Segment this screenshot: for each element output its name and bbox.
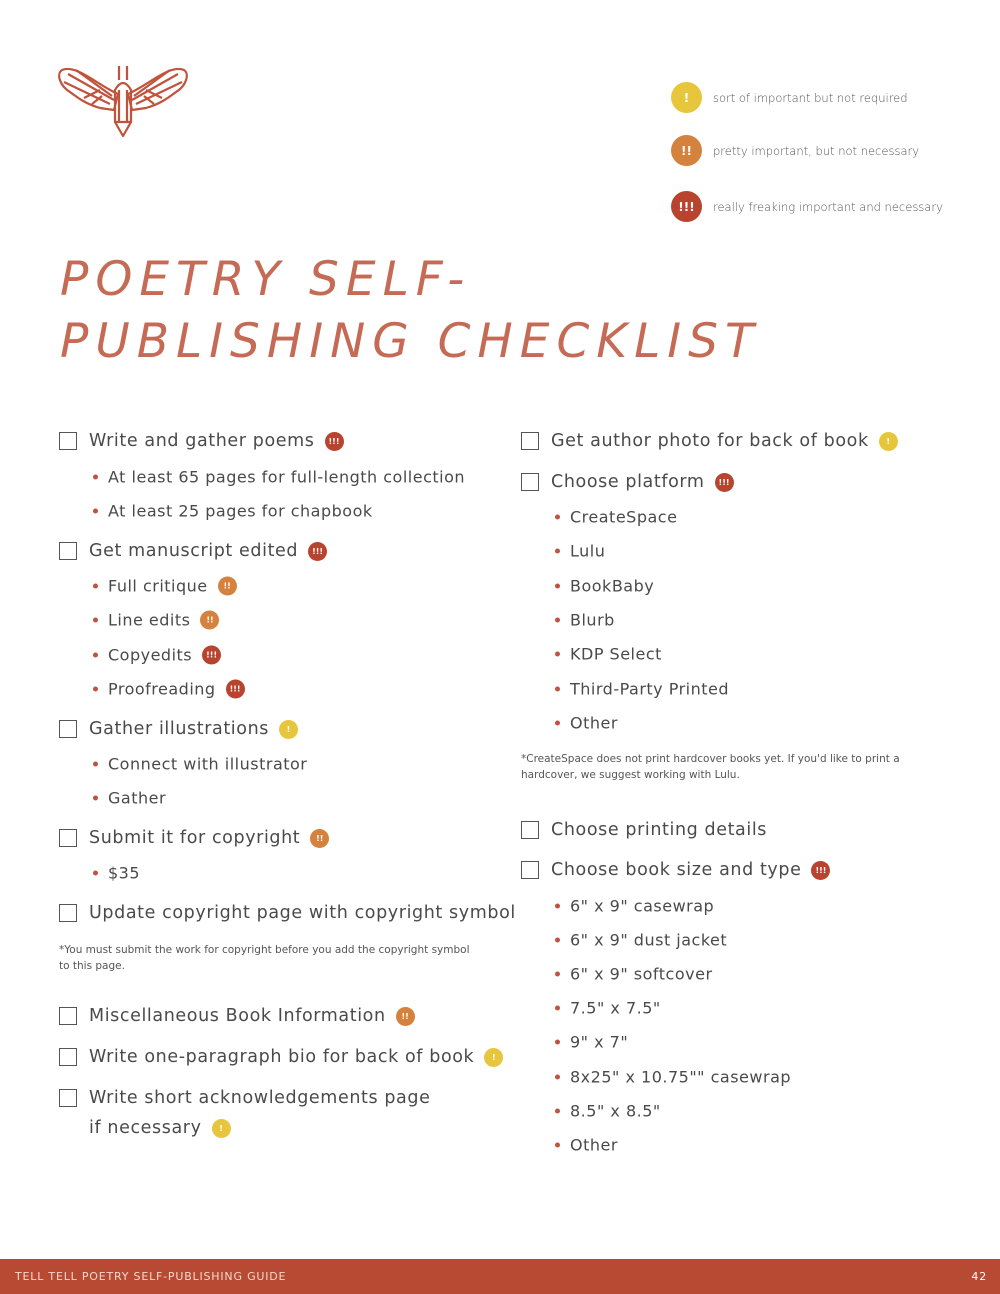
- item-text: Gather illustrations: [89, 719, 269, 739]
- item-text: Lulu: [570, 541, 606, 561]
- checklist-item[interactable]: [59, 1047, 503, 1067]
- priority-red-icon: !!!: [202, 646, 221, 665]
- priority-orange-icon: !!: [671, 135, 702, 166]
- legend-item-orange: [671, 135, 919, 166]
- item-text: Get manuscript edited: [89, 541, 299, 561]
- checkbox[interactable]: [59, 432, 77, 450]
- item-text: Choose book size and type: [551, 860, 802, 880]
- checklist-item[interactable]: [521, 860, 830, 880]
- priority-orange-icon: !!: [200, 611, 219, 630]
- bullet-item: [93, 680, 245, 699]
- checkbox[interactable]: [59, 904, 77, 922]
- item-text: 6" x 9" casewrap: [570, 896, 715, 916]
- bullet-item: [555, 931, 727, 950]
- priority-red-icon: !!!: [308, 542, 327, 561]
- priority-orange-icon: !!: [218, 577, 237, 596]
- priority-yellow-icon: !: [279, 720, 298, 739]
- item-text: 7.5" x 7.5": [570, 998, 661, 1018]
- item-text: 6" x 9" dust jacket: [570, 930, 728, 950]
- priority-red-icon: !!!: [811, 861, 830, 880]
- bullet-item: [555, 611, 615, 630]
- bullet-item: [555, 1033, 628, 1052]
- bullet-item: [555, 645, 662, 664]
- checkbox[interactable]: [59, 829, 77, 847]
- item-text: Update copyright page with copyright symbol: [89, 903, 516, 923]
- bullet-dot-icon: [93, 509, 98, 514]
- priority-yellow-icon: !: [212, 1119, 231, 1138]
- checklist-item[interactable]: [59, 1088, 430, 1108]
- bullet-dot-icon: [555, 652, 560, 657]
- legend-label: really freaking important and necessary: [713, 199, 943, 214]
- bullet-dot-icon: [555, 1109, 560, 1114]
- item-text: Other: [570, 1135, 618, 1155]
- bullet-item: [93, 864, 140, 883]
- checkbox[interactable]: [521, 432, 539, 450]
- page-number: 42: [971, 1270, 987, 1283]
- bullet-dot-icon: [555, 549, 560, 554]
- checklist-item[interactable]: [59, 828, 329, 848]
- item-text: 8x25" x 10.75"" casewrap: [570, 1067, 792, 1087]
- checklist-item-continuation: [89, 1118, 231, 1138]
- item-text: Other: [570, 713, 618, 733]
- bullet-dot-icon: [93, 653, 98, 658]
- item-text: 8.5" x 8.5": [570, 1101, 661, 1121]
- item-text: Connect with illustrator: [108, 754, 308, 774]
- bullet-dot-icon: [555, 1143, 560, 1148]
- bullet-item: [555, 1102, 661, 1121]
- checkbox[interactable]: [59, 542, 77, 560]
- bullet-item: [555, 508, 677, 527]
- checklist-item[interactable]: [521, 820, 767, 840]
- item-text: KDP Select: [570, 644, 662, 664]
- page-footer: [0, 1259, 1000, 1294]
- priority-yellow-icon: !: [484, 1048, 503, 1067]
- bullet-dot-icon: [555, 1075, 560, 1080]
- checkbox[interactable]: [59, 1048, 77, 1066]
- bullet-dot-icon: [555, 938, 560, 943]
- item-text: Copyedits: [108, 645, 193, 665]
- copyright-note: *You must submit the work for copyright before you add the copyright symbol to this page.: [59, 944, 470, 972]
- bullet-dot-icon: [555, 721, 560, 726]
- bullet-item: [555, 965, 713, 984]
- bullet-item: [93, 789, 166, 808]
- bullet-dot-icon: [555, 584, 560, 589]
- item-text: Gather: [108, 788, 167, 808]
- bullet-item: [93, 646, 221, 665]
- item-text: if necessary: [89, 1118, 202, 1138]
- item-text: Write one-paragraph bio for back of book: [89, 1047, 475, 1067]
- bullet-dot-icon: [555, 618, 560, 623]
- bullet-item: [93, 611, 219, 630]
- legend-item-yellow: [671, 82, 908, 113]
- checkbox[interactable]: [521, 821, 539, 839]
- bullet-item: [555, 680, 729, 699]
- bullet-item: [555, 714, 618, 733]
- priority-yellow-icon: !: [879, 432, 898, 451]
- checklist-item[interactable]: [521, 472, 734, 492]
- checkbox[interactable]: [521, 861, 539, 879]
- item-text: Write and gather poems: [89, 431, 315, 451]
- item-text: 9" x 7": [570, 1032, 629, 1052]
- bullet-item: [93, 502, 373, 521]
- priority-yellow-icon: !: [671, 82, 702, 113]
- item-text: Get author photo for back of book: [551, 431, 869, 451]
- bullet-item: [555, 1068, 791, 1087]
- bullet-dot-icon: [555, 972, 560, 977]
- item-text: $35: [108, 863, 141, 883]
- item-text: CreateSpace: [570, 507, 678, 527]
- bullet-item: [555, 577, 654, 596]
- priority-red-icon: !!!: [671, 191, 702, 222]
- checkbox[interactable]: [59, 1007, 77, 1025]
- item-text: Miscellaneous Book Information: [89, 1006, 386, 1026]
- createspace-note: *CreateSpace does not print hardcover books yet. If you'd like to print a hardcover, we suggest working with Lulu.: [521, 753, 900, 781]
- checkbox[interactable]: [521, 473, 539, 491]
- checklist-item[interactable]: [59, 431, 344, 451]
- legend-item-red: [671, 191, 943, 222]
- bullet-item: [93, 577, 237, 596]
- checklist-item[interactable]: [59, 541, 327, 561]
- item-text: Write short acknowledgements page: [89, 1088, 431, 1108]
- page-title-line-2: PUBLISHING CHECKLIST: [60, 314, 761, 369]
- priority-red-icon: !!!: [715, 473, 734, 492]
- guide-title: TELL TELL POETRY SELF-PUBLISHING GUIDE: [15, 1270, 287, 1283]
- item-text: Choose printing details: [551, 820, 768, 840]
- checkbox[interactable]: [59, 720, 77, 738]
- item-text: At least 65 pages for full-length collection: [108, 467, 466, 487]
- bullet-item: [555, 1136, 618, 1155]
- bullet-item: [555, 999, 661, 1018]
- item-text: Proofreading: [108, 679, 216, 699]
- bullet-dot-icon: [93, 584, 98, 589]
- priority-red-icon: !!!: [226, 680, 245, 699]
- bullet-dot-icon: [555, 687, 560, 692]
- checklist-item[interactable]: [59, 719, 298, 739]
- legend-label: pretty important, but not necessary: [713, 143, 920, 158]
- priority-red-icon: !!!: [325, 432, 344, 451]
- item-text: BookBaby: [570, 576, 655, 596]
- bullet-item: [555, 542, 605, 561]
- item-text: Choose platform: [551, 472, 705, 492]
- item-text: Line edits: [108, 610, 191, 630]
- item-text: Blurb: [570, 610, 615, 630]
- bullet-item: [93, 755, 307, 774]
- bullet-item: [555, 897, 714, 916]
- legend-label: sort of important but not required: [713, 90, 908, 105]
- item-text: At least 25 pages for chapbook: [108, 501, 373, 521]
- item-text: Submit it for copyright: [89, 828, 301, 848]
- checkbox[interactable]: [59, 1089, 77, 1107]
- bullet-dot-icon: [555, 904, 560, 909]
- bullet-item: [93, 468, 465, 487]
- bullet-dot-icon: [555, 1006, 560, 1011]
- checklist-item[interactable]: [59, 903, 516, 923]
- checklist-item[interactable]: [59, 1006, 415, 1026]
- moth-pencil-logo: [56, 60, 190, 142]
- item-text: 6" x 9" softcover: [570, 964, 713, 984]
- priority-orange-icon: !!: [396, 1007, 415, 1026]
- bullet-dot-icon: [93, 871, 98, 876]
- bullet-dot-icon: [93, 618, 98, 623]
- priority-orange-icon: !!: [310, 829, 329, 848]
- bullet-dot-icon: [555, 1040, 560, 1045]
- bullet-dot-icon: [93, 687, 98, 692]
- bullet-dot-icon: [555, 515, 560, 520]
- checklist-item[interactable]: [521, 431, 898, 451]
- bullet-dot-icon: [93, 475, 98, 480]
- item-text: Third-Party Printed: [570, 679, 730, 699]
- bullet-dot-icon: [93, 796, 98, 801]
- item-text: Full critique: [108, 576, 208, 596]
- page-title-line-1: POETRY SELF-: [60, 252, 472, 307]
- bullet-dot-icon: [93, 762, 98, 767]
